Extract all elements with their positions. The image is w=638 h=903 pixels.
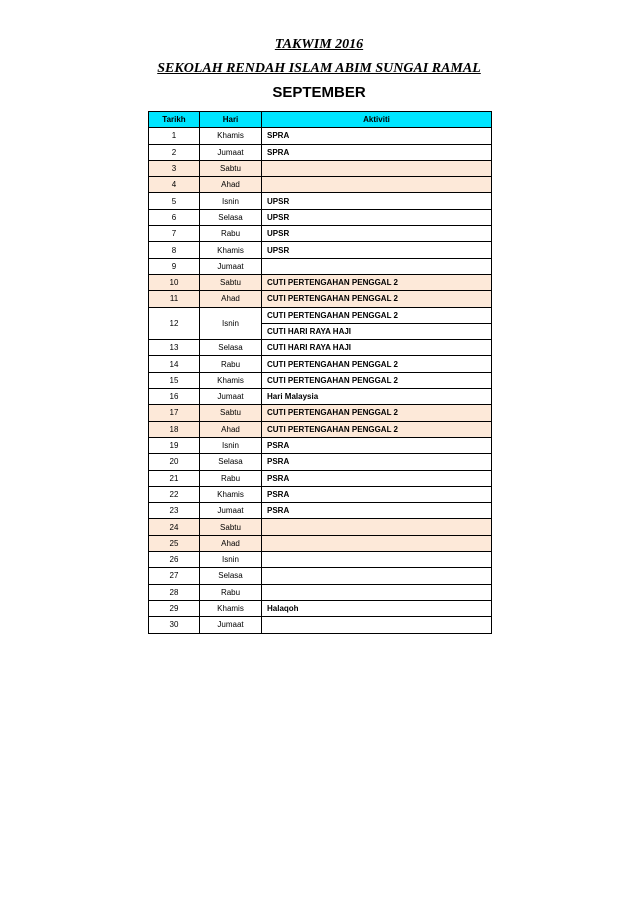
date-cell: 17 [149, 405, 200, 421]
day-cell: Jumaat [200, 503, 262, 519]
activity-cell [262, 519, 492, 535]
date-cell: 29 [149, 600, 200, 616]
day-cell: Isnin [200, 552, 262, 568]
activity-cell: CUTI PERTENGAHAN PENGGAL 2 [262, 291, 492, 307]
date-cell: 30 [149, 617, 200, 633]
table-row [149, 193, 492, 209]
table-row [149, 372, 492, 388]
day-cell: Rabu [200, 584, 262, 600]
date-cell: 9 [149, 258, 200, 274]
day-cell: Ahad [200, 535, 262, 551]
date-cell: 22 [149, 486, 200, 502]
table-header-row [149, 112, 492, 128]
activity-cell: SPRA [262, 128, 492, 144]
table-row [149, 535, 492, 551]
table-row [149, 242, 492, 258]
day-cell: Rabu [200, 226, 262, 242]
document-header [0, 36, 638, 102]
activity-cell: CUTI HARI RAYA HAJI [262, 323, 492, 339]
date-cell: 27 [149, 568, 200, 584]
date-cell: 18 [149, 421, 200, 437]
table-row [149, 356, 492, 372]
date-cell: 26 [149, 552, 200, 568]
day-cell: Sabtu [200, 274, 262, 290]
day-cell: Sabtu [200, 160, 262, 176]
table-row [149, 226, 492, 242]
date-cell: 15 [149, 372, 200, 388]
school-name: SEKOLAH RENDAH ISLAM ABIM SUNGAI RAMAL [157, 61, 481, 76]
activity-cell [262, 258, 492, 274]
table-row [149, 552, 492, 568]
day-cell: Khamis [200, 242, 262, 258]
activity-cell [262, 584, 492, 600]
date-cell: 5 [149, 193, 200, 209]
table-row [149, 209, 492, 225]
activity-cell: CUTI PERTENGAHAN PENGGAL 2 [262, 372, 492, 388]
activity-cell: CUTI PERTENGAHAN PENGGAL 2 [262, 405, 492, 421]
date-cell: 1 [149, 128, 200, 144]
day-cell: Selasa [200, 454, 262, 470]
activity-cell: Hari Malaysia [262, 389, 492, 405]
day-cell: Isnin [200, 307, 262, 340]
day-cell: Selasa [200, 568, 262, 584]
month-title: SEPTEMBER [272, 84, 366, 101]
calendar-title: TAKWIM 2016 [274, 37, 364, 52]
date-cell: 6 [149, 209, 200, 225]
activity-cell: SPRA [262, 144, 492, 160]
activity-cell: CUTI PERTENGAHAN PENGGAL 2 [262, 307, 492, 323]
activity-cell: CUTI PERTENGAHAN PENGGAL 2 [262, 421, 492, 437]
activity-cell: CUTI PERTENGAHAN PENGGAL 2 [262, 274, 492, 290]
day-cell: Sabtu [200, 519, 262, 535]
date-cell: 8 [149, 242, 200, 258]
table-row [149, 405, 492, 421]
table-row [149, 568, 492, 584]
day-cell: Khamis [200, 486, 262, 502]
date-cell: 13 [149, 340, 200, 356]
date-cell: 16 [149, 389, 200, 405]
day-cell: Khamis [200, 128, 262, 144]
table-row [149, 486, 492, 502]
date-cell: 24 [149, 519, 200, 535]
date-cell: 28 [149, 584, 200, 600]
date-cell: 11 [149, 291, 200, 307]
activity-cell: PSRA [262, 454, 492, 470]
column-header-activity: Aktiviti [262, 112, 492, 128]
column-header-date: Tarikh [149, 112, 200, 128]
date-cell: 12 [149, 307, 200, 340]
table-row [149, 258, 492, 274]
day-cell: Selasa [200, 209, 262, 225]
table-row [149, 389, 492, 405]
day-cell: Isnin [200, 193, 262, 209]
activity-cell: UPSR [262, 242, 492, 258]
day-cell: Rabu [200, 356, 262, 372]
table-row [149, 340, 492, 356]
date-cell: 3 [149, 160, 200, 176]
activity-cell: UPSR [262, 193, 492, 209]
date-cell: 4 [149, 177, 200, 193]
activity-cell [262, 568, 492, 584]
activity-cell [262, 160, 492, 176]
activity-cell [262, 177, 492, 193]
day-cell: Jumaat [200, 144, 262, 160]
date-cell: 21 [149, 470, 200, 486]
table-row [149, 421, 492, 437]
activity-cell: UPSR [262, 226, 492, 242]
activity-cell [262, 617, 492, 633]
activity-cell: PSRA [262, 486, 492, 502]
day-cell: Selasa [200, 340, 262, 356]
date-cell: 23 [149, 503, 200, 519]
day-cell: Ahad [200, 291, 262, 307]
table-row [149, 128, 492, 144]
calendar-table [148, 111, 492, 634]
activity-cell: UPSR [262, 209, 492, 225]
day-cell: Khamis [200, 372, 262, 388]
table-row [149, 291, 492, 307]
table-row [149, 160, 492, 176]
table-row [149, 144, 492, 160]
activity-cell [262, 535, 492, 551]
day-cell: Isnin [200, 437, 262, 453]
day-cell: Ahad [200, 421, 262, 437]
activity-cell: PSRA [262, 470, 492, 486]
table-row [149, 177, 492, 193]
activity-cell: Halaqoh [262, 600, 492, 616]
day-cell: Jumaat [200, 617, 262, 633]
table-row [149, 470, 492, 486]
table-row [149, 454, 492, 470]
activity-cell [262, 552, 492, 568]
day-cell: Khamis [200, 600, 262, 616]
date-cell: 2 [149, 144, 200, 160]
date-cell: 7 [149, 226, 200, 242]
date-cell: 14 [149, 356, 200, 372]
activity-cell: PSRA [262, 437, 492, 453]
table-row [149, 503, 492, 519]
column-header-day: Hari [200, 112, 262, 128]
date-cell: 25 [149, 535, 200, 551]
date-cell: 20 [149, 454, 200, 470]
activity-cell: CUTI HARI RAYA HAJI [262, 340, 492, 356]
day-cell: Jumaat [200, 389, 262, 405]
table-row [149, 274, 492, 290]
activity-cell: CUTI PERTENGAHAN PENGGAL 2 [262, 356, 492, 372]
day-cell: Jumaat [200, 258, 262, 274]
table-row [149, 600, 492, 616]
date-cell: 10 [149, 274, 200, 290]
table-row [149, 307, 492, 323]
day-cell: Rabu [200, 470, 262, 486]
date-cell: 19 [149, 437, 200, 453]
activity-cell: PSRA [262, 503, 492, 519]
table-row [149, 617, 492, 633]
table-body [149, 128, 492, 633]
day-cell: Ahad [200, 177, 262, 193]
day-cell: Sabtu [200, 405, 262, 421]
table-row [149, 584, 492, 600]
table-row [149, 519, 492, 535]
table-row [149, 437, 492, 453]
